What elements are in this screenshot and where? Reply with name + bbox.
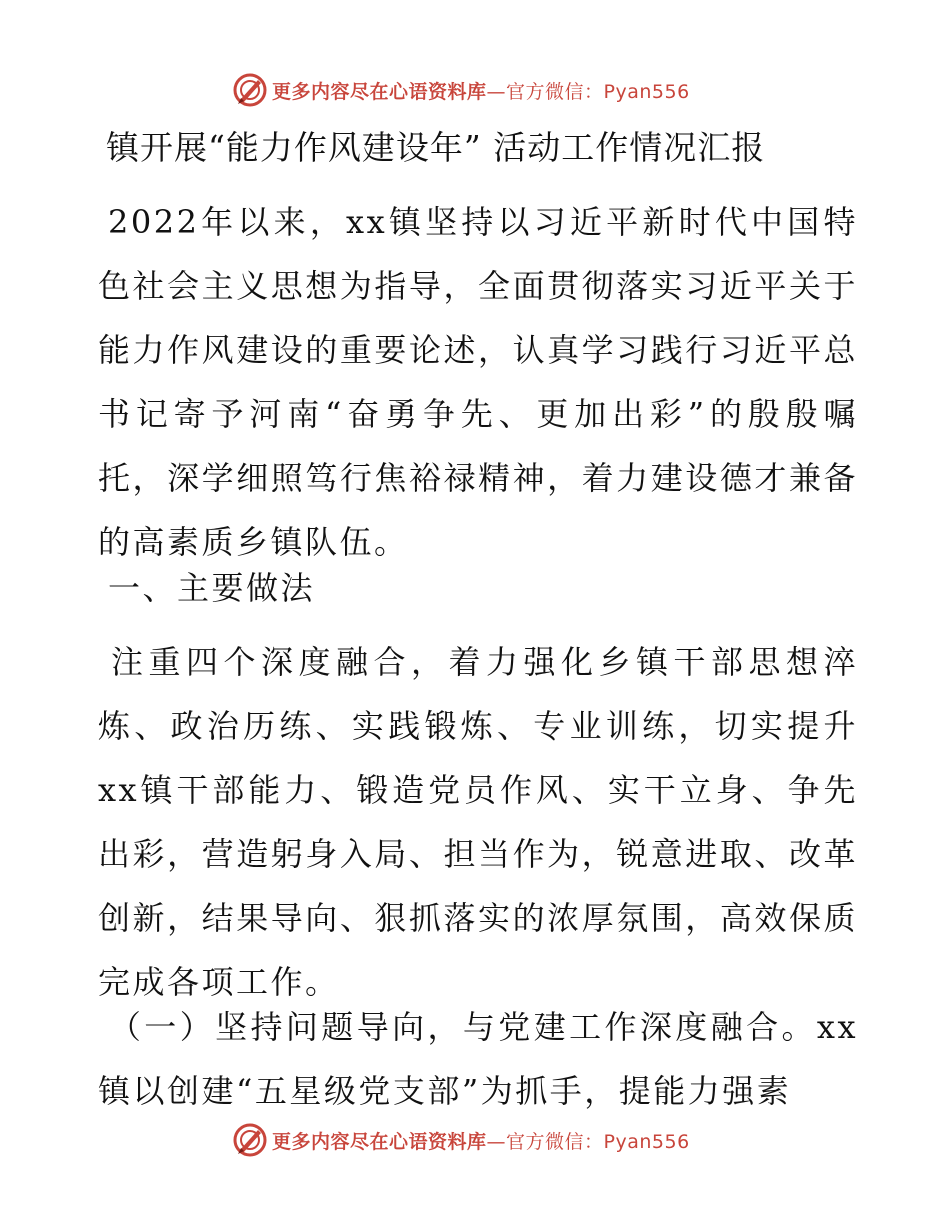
paragraph-main-practice: 注重四个深度融合，着力强化乡镇干部思想淬炼、政治历练、实践锻炼、专业训练，切实提升xx镇干部能力、锻造党员作风、实干立身、争先出彩，营造躬身入局、担当作为，锐意进取、改革创新，结果导向、狠抓落实的浓厚氛围，高效保质完成各项工作。 xyxy=(98,643,858,1001)
watermark-banner-bottom xyxy=(232,1120,690,1160)
watermark-text: 更多内容尽在心语资料库—官方微信：Pyan556 xyxy=(272,80,690,103)
pen-logo-icon xyxy=(232,72,268,108)
paragraph-intro: 2022年以来，xx镇坚持以习近平新时代中国特色社会主义思想为指导，全面贯彻落实习近平关于能力作风建设的重要论述，认真学习践行习近平总书记寄予河南“奋勇争先、更加出彩”的殷殷嘱托，深学细照笃行焦裕禄精神，着力建设德才兼备的高素质乡镇队伍。 xyxy=(98,203,858,561)
watermark-text: 更多内容尽在心语资料库—官方微信：Pyan556 xyxy=(272,1130,690,1153)
document-title: 镇开展“能力作风建设年” 活动工作情况汇报 xyxy=(106,128,766,167)
section-heading: 一、主要做法 xyxy=(108,569,316,607)
watermark-banner-top xyxy=(232,70,690,110)
pen-logo-icon xyxy=(232,1122,268,1158)
paragraph-subsection-1: （一）坚持问题导向，与党建工作深度融合。xx镇以创建“五星级党支部”为抓手，提能力强素 xyxy=(98,1008,858,1110)
